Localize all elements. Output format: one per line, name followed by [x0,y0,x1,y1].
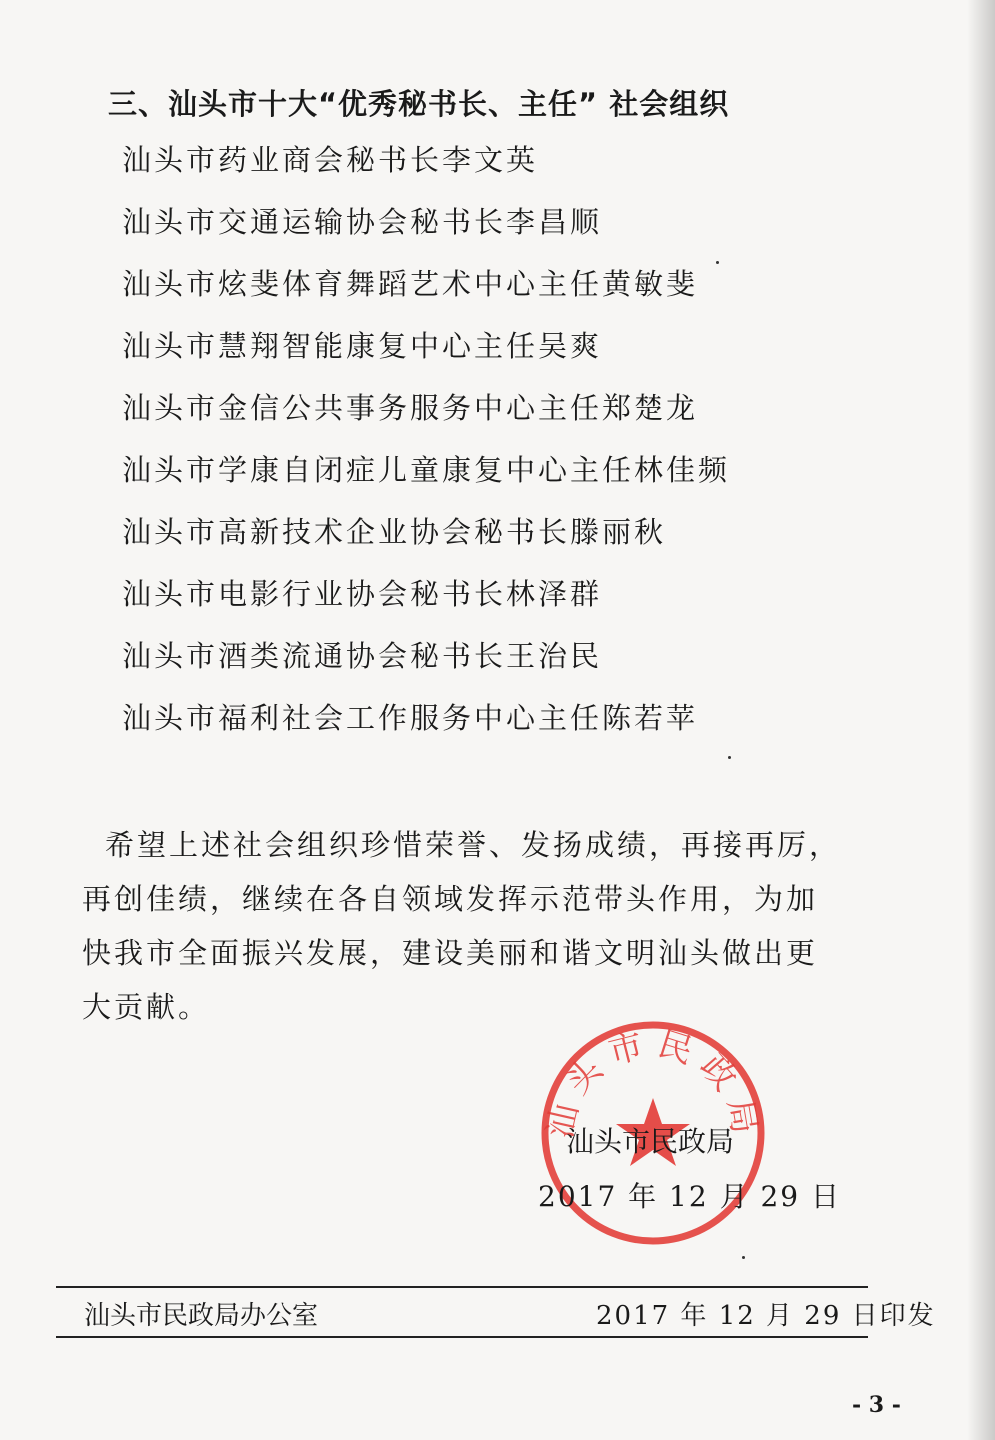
list-item: 汕头市福利社会工作服务中心主任陈若苹 [122,701,699,735]
closing-paragraph: 希望上述社会组织珍惜荣誉、发扬成绩，再接再厉，再创佳绩，继续在各自领域发挥示范带头作用，为加快我市全面振兴发展，建设美丽和谐文明汕头做出更大贡献。 [82,828,842,1024]
list-item: 汕头市电影行业协会秘书长林泽群 [122,577,603,611]
list-item: 汕头市酒类流通协会秘书长王治民 [122,639,603,673]
scan-speck [742,1256,745,1259]
scan-speck [716,261,719,264]
signing-date: 2017 年 12 月 29 日 [538,1180,842,1213]
page-number: - 3 - [852,1392,901,1418]
footer-issue-date: 2017 年 12 月 29 日印发 [596,1301,936,1331]
signing-organization: 汕头市民政局 [566,1125,735,1158]
seal-text: 汕头市民政局 [539,1023,767,1147]
list-item: 汕头市高新技术企业协会秘书长滕丽秋 [122,515,667,549]
footer-top-rule [56,1286,868,1288]
page-edge-shadow [967,0,995,1440]
list-item: 汕头市慧翔智能康复中心主任吴爽 [122,329,603,363]
scan-speck [728,756,731,759]
section-heading: 三、汕头市十大“优秀秘书长、主任” 社会组织 [108,87,730,121]
list-item: 汕头市交通运输协会秘书长李昌顺 [122,205,603,239]
list-item: 汕头市学康自闭症儿童康复中心主任林佳频 [122,453,731,487]
honoree-list [122,140,730,760]
footer-bottom-rule [56,1336,868,1338]
list-item: 汕头市药业商会秘书长李文英 [122,143,539,177]
list-item: 汕头市炫斐体育舞蹈艺术中心主任黄敏斐 [122,267,699,301]
footer-issuer: 汕头市民政局办公室 [84,1301,319,1331]
list-item: 汕头市金信公共事务服务中心主任郑楚龙 [122,391,699,425]
